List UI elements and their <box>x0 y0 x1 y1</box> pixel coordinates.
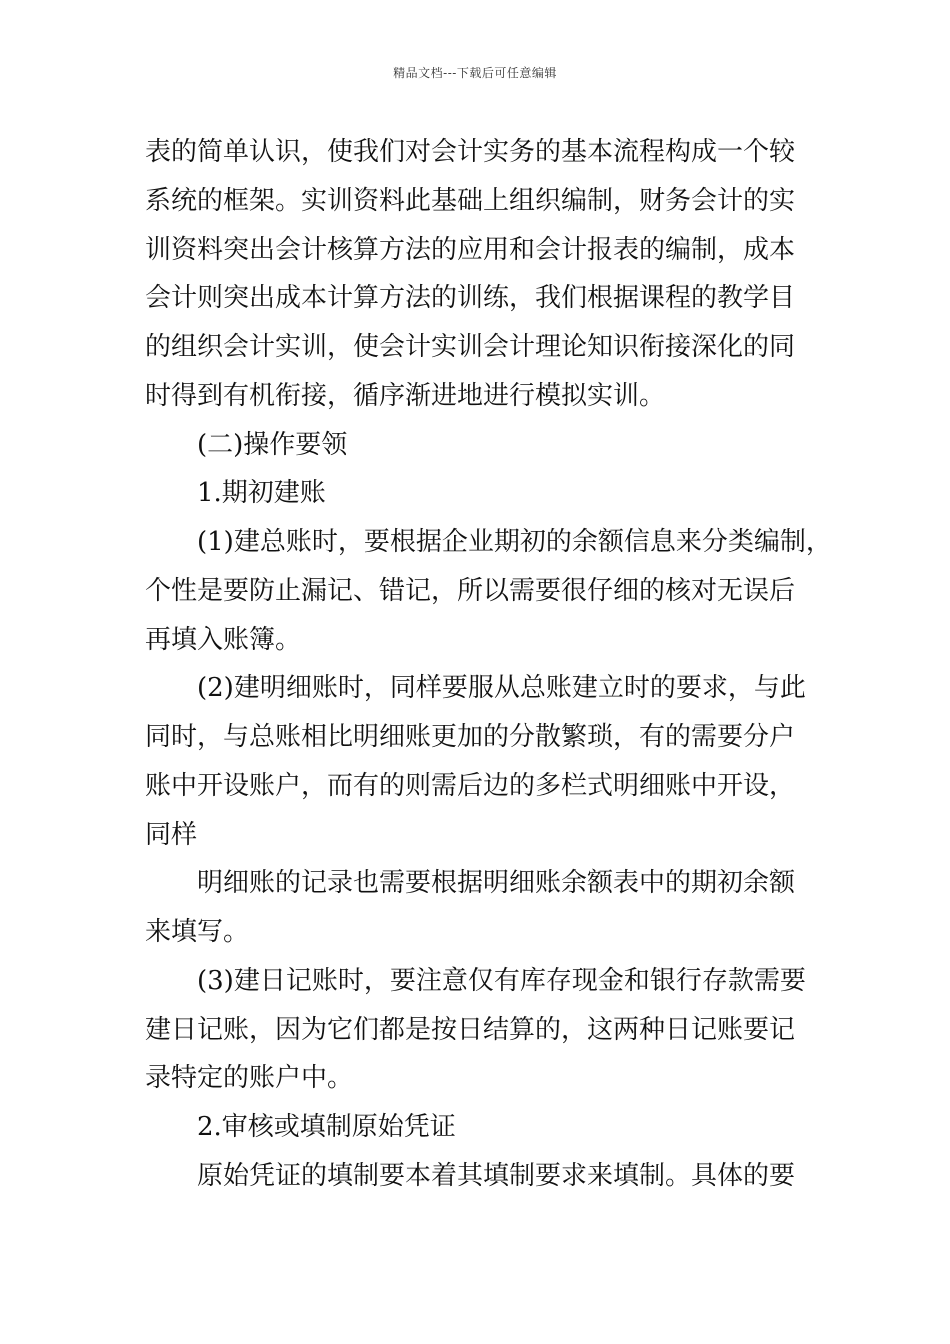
text-line: 训资料突出会计核算方法的应用和会计报表的编制，成本 <box>145 234 796 265</box>
text-line: 原始凭证的填制要本着其填制要求来填制。具体的要 <box>197 1160 796 1191</box>
text-line: (1)建总账时，要根据企业期初的余额信息来分类编制， <box>197 527 832 557</box>
page-header: 精品文档---下载后可任意编辑 <box>393 66 557 80</box>
text-line: (2)建明细账时，同样要服从总账建立时的要求，与此 <box>197 673 806 704</box>
text-line: 个性是要防止漏记、错记，所以需要很仔细的核对无误后 <box>145 575 796 606</box>
text-line: 的组织会计实训，使会计实训会计理论知识衔接深化的同 <box>145 332 796 362</box>
section-heading: (二)操作要领 <box>197 429 348 460</box>
text-line: (3)建日记账时，要注意仅有库存现金和银行存款需要 <box>197 965 806 996</box>
text-line: 同样 <box>145 819 198 850</box>
text-line: 同时，与总账相比明细账更加的分散繁琐，有的需要分户 <box>145 722 796 752</box>
text-line: 来填写。 <box>145 917 250 947</box>
text-line: 账中开设账户，而有的则需后边的多栏式明细账中开设， <box>145 770 796 801</box>
text-line: 系统的框架。实训资料此基础上组织编制，财务会计的实 <box>145 185 796 216</box>
text-line: 会计则突出成本计算方法的训练，我们根据课程的教学目 <box>145 283 796 314</box>
subsection-heading: 2.审核或填制原始凭证 <box>197 1112 456 1142</box>
text-line: 录特定的账户中。 <box>145 1063 354 1094</box>
text-line: 明细账的记录也需要根据明细账余额表中的期初余额 <box>197 868 796 899</box>
text-line: 建日记账，因为它们都是按日结算的，这两种日记账要记 <box>145 1014 796 1045</box>
text-line: 表的简单认识，使我们对会计实务的基本流程构成一个较 <box>145 137 796 167</box>
subsection-heading: 1.期初建账 <box>197 478 326 509</box>
document-body <box>145 128 832 1201</box>
text-line: 再填入账簿。 <box>145 624 302 655</box>
text-line: 时得到有机衔接，循序渐进地进行模拟实训。 <box>145 380 666 411</box>
